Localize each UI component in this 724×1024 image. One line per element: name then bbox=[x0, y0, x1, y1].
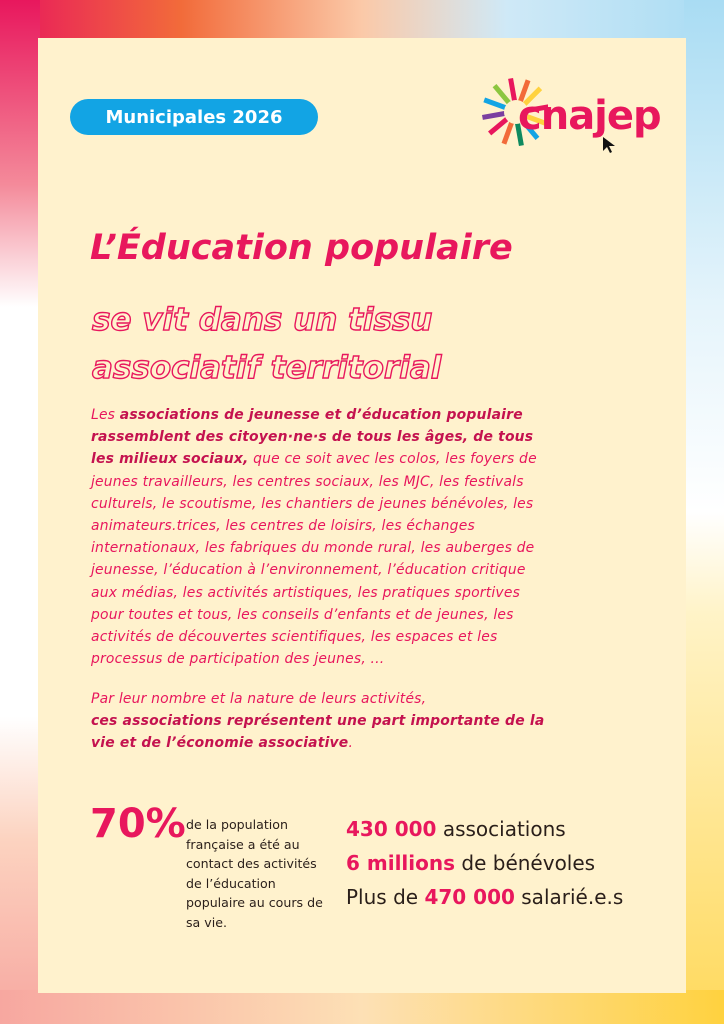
municipales-tag: Municipales 2026 bbox=[70, 99, 318, 135]
stat-percentage-description: de la population française a été au contact des activités de l’éducation populaire au cours de sa vie. bbox=[186, 817, 323, 930]
stat-employees: Plus de 470 000 salarié.e.s bbox=[346, 885, 624, 909]
subtitle-line-1: se vit dans un tissu bbox=[92, 302, 433, 338]
stat-associations: 430 000 associations bbox=[346, 817, 566, 841]
subtitle-line-2: associatif territorial bbox=[92, 350, 442, 386]
stat-volunteers: 6 millions de bénévoles bbox=[346, 851, 596, 875]
body-highlight-2: ces associations représentent une part importante de la vie et de l’économie associative bbox=[91, 713, 545, 752]
body-paragraph-2: Par leur nombre et la nature de leurs activités, ces associations représentent une part importante de la vie et de l’économie associative. bbox=[91, 691, 545, 752]
cnajep-logo bbox=[478, 72, 661, 158]
body-highlight-1: associations de jeunesse et d’éducation populaire rassemblent des citoyen·ne·s de tous les âges, de tous les milieux sociaux, bbox=[91, 407, 534, 468]
stat-percentage: 70% bbox=[90, 801, 186, 847]
logo-wordmark: cnajep bbox=[518, 93, 661, 139]
page-title: L’Éducation populaire bbox=[90, 228, 513, 268]
cursor-arrow-icon bbox=[602, 136, 618, 154]
subtitle bbox=[92, 296, 441, 392]
body-paragraph-1: Les associations de jeunesse et d’éducation populaire rassemblent des citoyen·ne·s de tous les âges, de tous les milieux sociaux, que ce soit avec les colos, les foyers de jeunes travailleurs, les centres sociaux, les MJC, les festivals culturels, le scoutisme, les chantiers de jeunes bénévoles, les animateurs.trices, les centres de loisirs, les échanges internationaux, les fabriques du monde rural, les auberges de jeunesse, l’éducation à l’environnement, l’éducation critique aux médias, les activités artistiques, les pratiques sportives pour toutes et tous, les conseils d’enfants et de jeunes, les activités de découvertes scientifiques, les espaces et les processus de participation des jeunes, ... bbox=[91, 407, 537, 668]
stat-list bbox=[346, 812, 623, 914]
